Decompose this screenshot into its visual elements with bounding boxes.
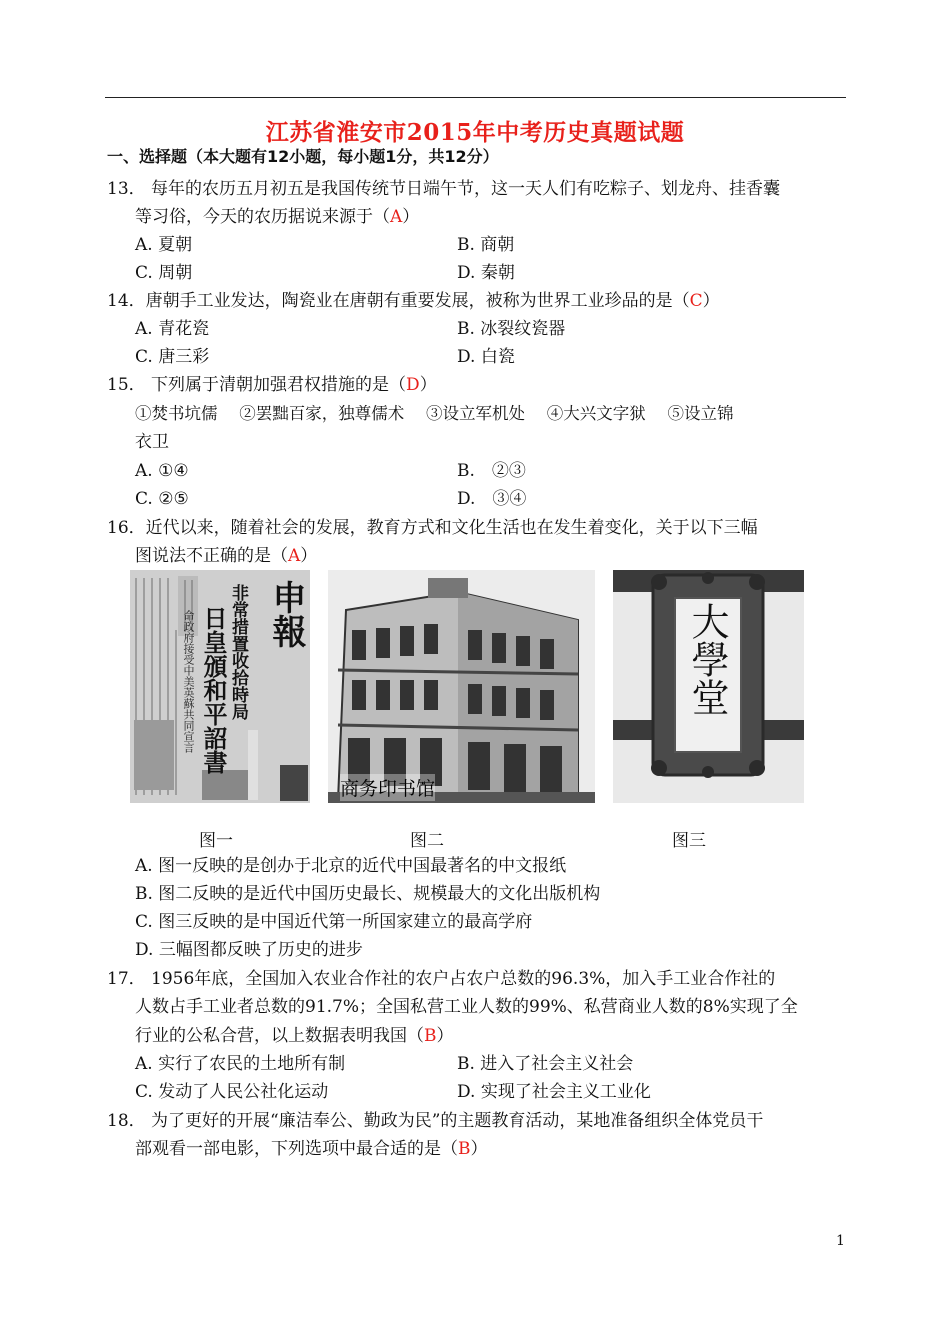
q17-stem-line3: 行业的公私合营，以上数据表明我国（B） <box>135 1026 454 1046</box>
q17-option-b: B. 进入了社会主义社会 <box>457 1054 634 1074</box>
q15-option-a: A. ①④ <box>135 461 189 481</box>
q15-items-line1: ①焚书坑儒 ②罢黜百家，独尊儒术 ③设立军机处 ④大兴文字狱 ⑤设立锦 <box>135 404 734 423</box>
q17-option-a: A. 实行了农民的土地所有制 <box>135 1054 346 1074</box>
page-number: 1 <box>836 1233 845 1249</box>
q16-answer: A <box>288 546 301 566</box>
q17-stem-line2: 人数占手工业者总数的91.7%；全国私营工业人数的99%、私营商业人数的8%实现了全 <box>135 997 798 1017</box>
q17-option-d: D. 实现了社会主义工业化 <box>457 1082 651 1102</box>
q14-stem: 14．唐朝手工业发达，陶瓷业在唐朝有重要发展，被称为世界工业珍品的是（C） <box>107 291 720 311</box>
q18-stem-line2: 部观看一部电影，下列选项中最合适的是（B） <box>135 1139 488 1159</box>
q14-option-c: C. 唐三彩 <box>135 347 210 367</box>
q13-option-a: A. 夏朝 <box>135 235 193 255</box>
q15-stem: 15． 下列属于清朝加强君权措施的是（D） <box>107 375 437 395</box>
q15-option-b: B. ②③ <box>457 461 526 481</box>
q16-option-d: D. 三幅图都反映了历史的进步 <box>135 940 363 960</box>
q18-stem-line1: 18． 为了更好的开展“廉洁奉公、勤政为民”的主题教育活动，某地准备组织全体党员干 <box>107 1111 764 1131</box>
q16-stem-line2: 图说法不正确的是（A） <box>135 546 318 566</box>
q16-option-b: B. 图二反映的是近代中国历史最长、规模最大的文化出版机构 <box>135 884 601 904</box>
newspaper-masthead: 申報 <box>266 580 306 648</box>
page-title: 江苏省淮安市2015年中考历史真题试题 <box>265 119 685 146</box>
header-rule <box>105 97 846 98</box>
q13-option-d: D. 秦朝 <box>457 263 515 283</box>
q15-items-line2: 衣卫 <box>135 432 169 452</box>
q13-stem-line2: 等习俗，今天的农历据说来源于（A） <box>135 207 420 227</box>
q14-option-b: B. 冰裂纹瓷器 <box>457 319 566 339</box>
figure-newspaper <box>130 570 310 803</box>
figure-caption-1: 图一 <box>199 831 233 851</box>
q13-option-c: C. 周朝 <box>135 263 193 283</box>
q14-option-a: A. 青花瓷 <box>135 319 210 339</box>
q16-option-c: C. 图三反映的是中国近代第一所国家建立的最高学府 <box>135 912 533 932</box>
section-heading: 一、选择题（本大题有12小题，每小题1分，共12分） <box>107 147 499 166</box>
q16-stem-line1: 16．近代以来，随着社会的发展，教育方式和文化生活也在发生着变化，关于以下三幅 <box>107 518 758 538</box>
figure-university-plaque <box>613 570 804 803</box>
q15-answer: D <box>406 375 420 395</box>
q13-option-b: B. 商朝 <box>457 235 515 255</box>
plaque-text: 大學堂 <box>685 602 729 716</box>
newspaper-headline-2: 日皇頒和平詔書 <box>199 606 228 774</box>
newspaper-headline-1: 非常措置收拾時局 <box>228 584 248 720</box>
figure-caption-3: 图三 <box>672 831 706 851</box>
q17-answer: B <box>424 1026 437 1046</box>
figure-commercial-press-building <box>328 570 595 803</box>
q14-option-d: D. 白瓷 <box>457 347 515 367</box>
q17-stem-line1: 17． 1956年底，全国加入农业合作社的农户占农户总数的96.3%，加入手工业合作社的 <box>107 969 776 989</box>
q17-option-c: C. 发动了人民公社化运动 <box>135 1082 329 1102</box>
building-label: 商务印书馆 <box>340 774 435 801</box>
q16-option-a: A. 图一反映的是创办于北京的近代中国最著名的中文报纸 <box>135 856 567 876</box>
q18-answer: B <box>458 1139 471 1159</box>
figure-caption-2: 图二 <box>410 831 444 851</box>
q13-stem-line1: 13． 每年的农历五月初五是我国传统节日端午节，这一天人们有吃粽子、划龙舟、挂香囊 <box>107 179 781 199</box>
q15-option-d: D. ③④ <box>457 489 527 509</box>
q13-answer: A <box>390 207 403 227</box>
newspaper-headline-3: 命政府接受中美英蘇共同宣言 <box>182 610 195 753</box>
q14-answer: C <box>689 291 703 311</box>
q15-option-c: C. ②⑤ <box>135 489 189 509</box>
